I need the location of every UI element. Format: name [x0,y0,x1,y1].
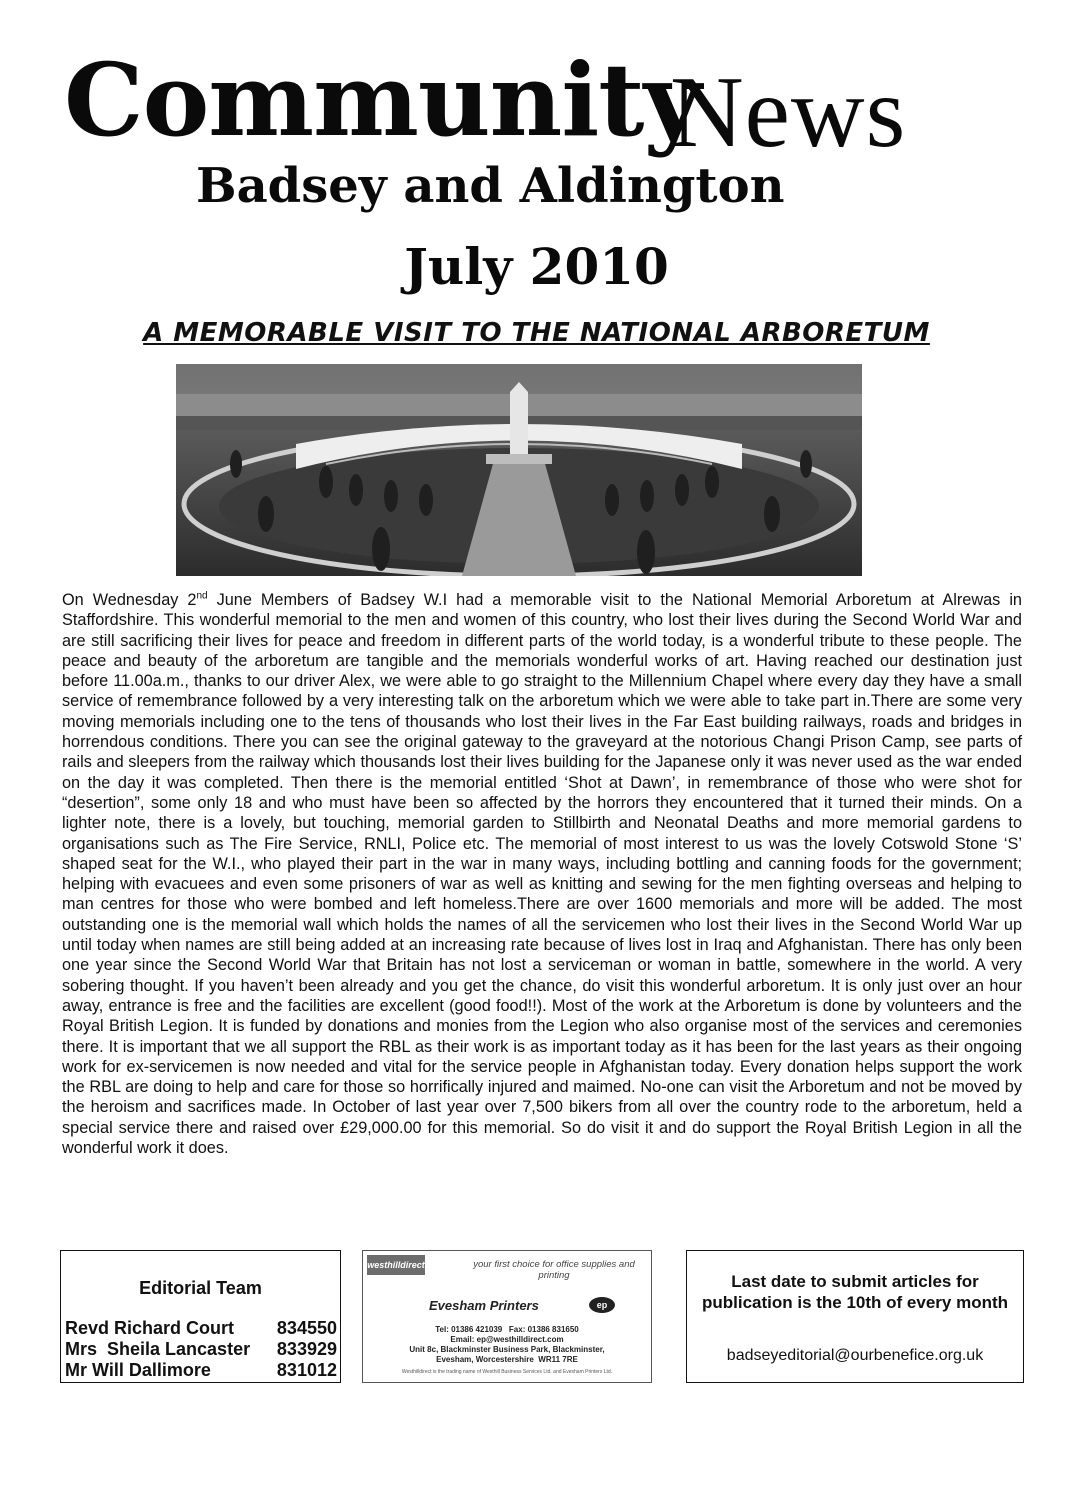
printers-tel: Tel: 01386 421039 Fax: 01386 831650 [435,1325,579,1334]
masthead [0,0,1073,300]
printers-email: Email: ep@westhilldirect.com [450,1335,564,1344]
editorial-team-title: Editorial Team [139,1278,262,1298]
printers-tagline: your first choice for office supplies and printing [473,1259,635,1281]
article-headline: A MEMORABLE VISIT TO THE NATIONAL ARBORETUM [143,318,930,348]
printers-name: Evesham Printers [429,1298,539,1313]
member-name: Mrs Sheila Lancaster [65,1339,251,1359]
deadline-box [686,1250,1024,1383]
ordinal-suffix: nd [196,590,208,602]
member-name: Revd Richard Court [65,1318,235,1338]
editorial-member [65,1318,337,1339]
article-text-start: On Wednesday 2 [62,591,197,609]
issue-date: July 2010 [404,237,669,296]
westhill-logo: westhilldirect [367,1255,425,1275]
member-name: Mr Will Dallimore [65,1360,211,1380]
editorial-member [65,1360,337,1381]
printers-address-1: Unit 8c, Blackminster Business Park, Blackminster, [409,1345,605,1354]
printers-contact [363,1325,651,1365]
editorial-member-list [65,1318,337,1381]
member-phone: 833929 [276,1339,337,1359]
masthead-title-news: News [670,56,907,169]
member-phone: 831012 [276,1360,337,1380]
arboretum-photo [176,364,862,576]
printers-advert [362,1250,652,1383]
memorial-photo-graphic [176,364,862,576]
masthead-title-community: Community [64,41,701,159]
printers-footer: Westhilldirect is the trading name of Westhill Business Services Ltd. and Evesham Printers Ltd. [401,1369,613,1375]
member-phone: 834550 [276,1318,337,1338]
deadline-text: Last date to submit articles for publication is the 10th of every month [701,1272,1009,1312]
article-text-rest: June Members of Badsey W.I had a memorable visit to the National Memorial Arboretum at Alrewas in Staffordshire. This wonderful memorial to the men and women of this country, who lost their lives during the Second World War and are still sacrificing their lives for peace and freedom in different parts of the world today, is a wonderful tribute to these people. The peace and beauty of the arboretum are tangible and the memorials wonderful works of art. Having reached our destination just before 11.00a.m., thanks to our driver Alex, we were able to go straight to the Millennium Chapel where every day they have a small service of remembrance followed by a very interesting talk on the arboretum which we were able to take part in.There are some very moving memorials including one to the tens of thousands who lost their lives in the Far East building railways, roads and bridges in horrendous conditions. There you can see the original gateway to the graveyard at the notorious Changi Prison Camp, see parts of rails and sleepers from the railway which thousands lost their lives building for the Japanese only it was never used as the war ended on the day it was completed. Then there is the memorial entitled ‘Shot at Dawn’, in remembrance of those who were shot for “desertion”, some only 18 and who must have been so affected by the horrors they encountered that it turned their minds. On a lighter note, there is a lovely, but touching, memorial garden to Stillbirth and Neonatal Deaths and more memorial gardens to organisations such as The Fire Service, RNLI, Police etc. The memorial of most interest to us was the lovely Cotswold Stone ‘S’ shaped seat for the W.I., who played their part in the war in many ways, including bottling and canning foods for the government; helping with evacuees and even some prisoners of war as well as knitting and sewing for the men fighting overseas and helping to man centres for those who were bombed and left homeless.There are over 1600 memorials and more will be added. The most outstanding one is the memorial wall which holds the names of all the servicemen who lost their lives in the Second World War up until today when names are still being added at an increasing rate because of lives lost in Iraq and Afghanistan. There has only been one year since the Second World War that Britain has not lost a serviceman or woman in battle, somewhere in the world. A very sobering thought. If you haven’t been already and you get the chance, do visit this wonderful arboretum. It is only just over an hour away, entrance is free and the facilities are excellent (good food!!). Most of the work at the Arboretum is done by volunteers and the Royal British Legion. It is funded by donations and monies from the Legion who also organise most of the services and ceremonies there. It is important that we all support the RBL as their work is as important today as it has been for the last years as their ongoing work for ex-servicemen is now needed and vital for the service people in Afghanistan today. Every donation helps support the work the RBL are doing to help and care for those so horrifically injured and maimed. No-one can visit the Arboretum and not be moved by the heroism and sacrifices made. In October of last year over 7,500 bikers from all over the country rode to the arboretum, held a special service there and raised over £29,000.00 for this memorial. So do visit it and do support the Royal British Legion in all the wonderful work it does. [62,591,1022,1158]
article-body [62,590,1022,1158]
masthead-subtitle: Badsey and Aldington [196,158,785,214]
ep-logo-icon: ep [589,1297,615,1313]
editorial-team-box [60,1250,341,1383]
editorial-member [65,1339,337,1360]
printers-address-2: Evesham, Worcestershire WR11 7RE [436,1355,578,1364]
editorial-email: badseyeditorial@ourbenefice.org.uk [726,1347,984,1364]
